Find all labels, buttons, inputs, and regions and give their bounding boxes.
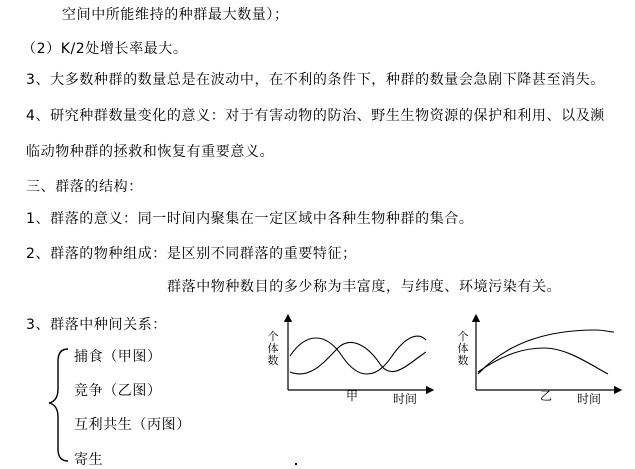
stray-dot	[295, 463, 297, 465]
text-line-5: 临动物种群的拯救和恢复有重要意义。	[26, 144, 275, 160]
curly-brace	[44, 345, 74, 465]
text-line-2: （2）K/2处增长率最大。	[22, 41, 188, 57]
chart-jia	[280, 312, 440, 402]
relation-item-mutualism: 互利共生（丙图）	[74, 417, 191, 433]
chart-jia-ylabel: 个体数	[267, 330, 279, 367]
text-line-7: 1、群落的意义：同一时间内聚集在一定区域中各种生物种群的集合。	[26, 211, 474, 227]
chart-jia-curve-a	[290, 336, 426, 374]
section-heading: 三、群落的结构：	[26, 179, 143, 195]
chart-jia-name: 甲	[346, 389, 359, 403]
relation-item-predation: 捕食（甲图）	[74, 349, 162, 365]
text-line-4: 4、研究种群数量变化的意义：对于有害动物的防治、野生生物资源的保护和利用、以及濒	[26, 108, 605, 124]
text-line-10: 3、群落中种间关系：	[26, 317, 167, 333]
chart-yi-ylabel: 个体数	[457, 330, 469, 367]
chart-jia-curve-b	[290, 343, 426, 374]
text-line-9: 群落中物种数目的多少称为丰富度，与纬度、环境污染有关。	[167, 279, 562, 295]
chart-yi-curve-upper	[478, 330, 614, 374]
relation-item-competition: 竞争（乙图）	[74, 383, 162, 399]
chart-yi-name: 乙	[540, 389, 553, 403]
text-line-1: 空间中所能维持的种群最大数量）；	[62, 7, 289, 23]
text-line-8: 2、群落的物种组成：是区别不同群落的重要特征；	[26, 246, 357, 262]
chart-yi-curve-lower	[478, 348, 608, 374]
relation-item-parasitism: 寄生	[74, 452, 104, 468]
chart-yi-xlabel: 时间	[577, 392, 602, 406]
text-line-3: 3、大多数种群的数量总是在波动中，在不利的条件下，种群的数量会急剧下降甚至消失。	[26, 72, 605, 88]
chart-jia-xlabel: 时间	[393, 392, 418, 406]
